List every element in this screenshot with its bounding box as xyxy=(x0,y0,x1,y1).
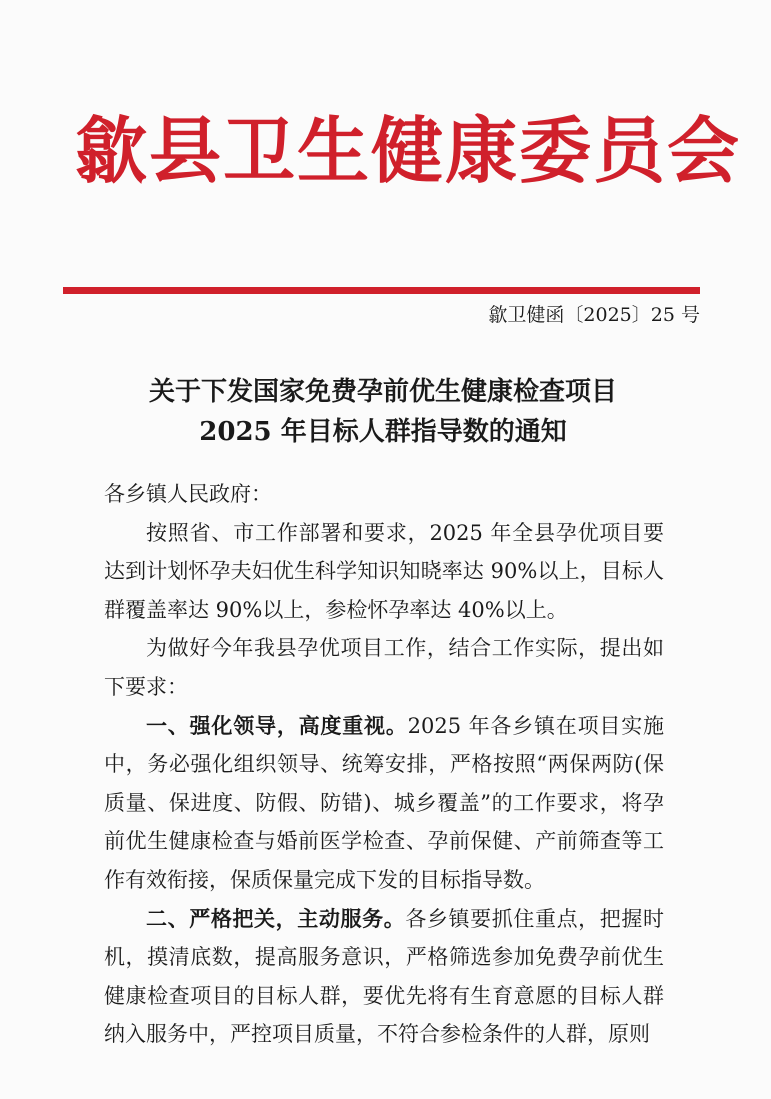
document-number: 歙卫健函〔2025〕25 号 xyxy=(488,304,700,326)
requirement-item-1 xyxy=(104,707,664,900)
org-letterhead-title: 歙县卫生健康委员会 xyxy=(75,108,742,193)
requirement-item-1-text: 2025 年各乡镇在项目实施中，务必强化组织领导、统筹安排，严格按照“两保两防(保质量、保进度、防假、防错)、城乡覆盖”的工作要求，将孕前优生健康检查与婚前医学检查、孕前保健、产前筛查等工作有效衔接，保质保量完成下发的目标指导数。 xyxy=(104,713,665,892)
letterhead-red-rule xyxy=(63,287,700,294)
requirement-item-1-heading: 一、强化领导，高度重视。 xyxy=(146,712,408,738)
requirement-item-2 xyxy=(104,900,664,1054)
notice-title-line-1: 关于下发国家免费孕前优生健康检查项目 xyxy=(148,377,617,407)
body-text xyxy=(104,475,664,1054)
requirement-item-2-heading: 二、严格把关，主动服务。 xyxy=(146,905,406,931)
notice-title-line-2: 2025 年目标人群指导数的通知 xyxy=(199,417,567,447)
addressee: 各乡镇人民政府： xyxy=(104,482,272,506)
paragraph-targets: 按照省、市工作部署和要求，2025 年全县孕优项目要达到计划怀孕夫妇优生科学知识知晓率达 90%以上，目标人群覆盖率达 90%以上，参检怀孕率达 40%以上。 xyxy=(104,520,664,622)
notice-title xyxy=(63,372,703,452)
paragraph-requirements-intro: 为做好今年我县孕优项目工作，结合工作实际，提出如下要求： xyxy=(104,636,664,699)
requirement-item-2-text: 各乡镇要抓住重点，把握时机，摸清底数，提高服务意识，严格筛选参加免费孕前优生健康检查项目的目标人群，要优先将有生育意愿的目标人群纳入服务中，严控项目质量，不符合参检条件的人群，原则 xyxy=(104,906,665,1047)
